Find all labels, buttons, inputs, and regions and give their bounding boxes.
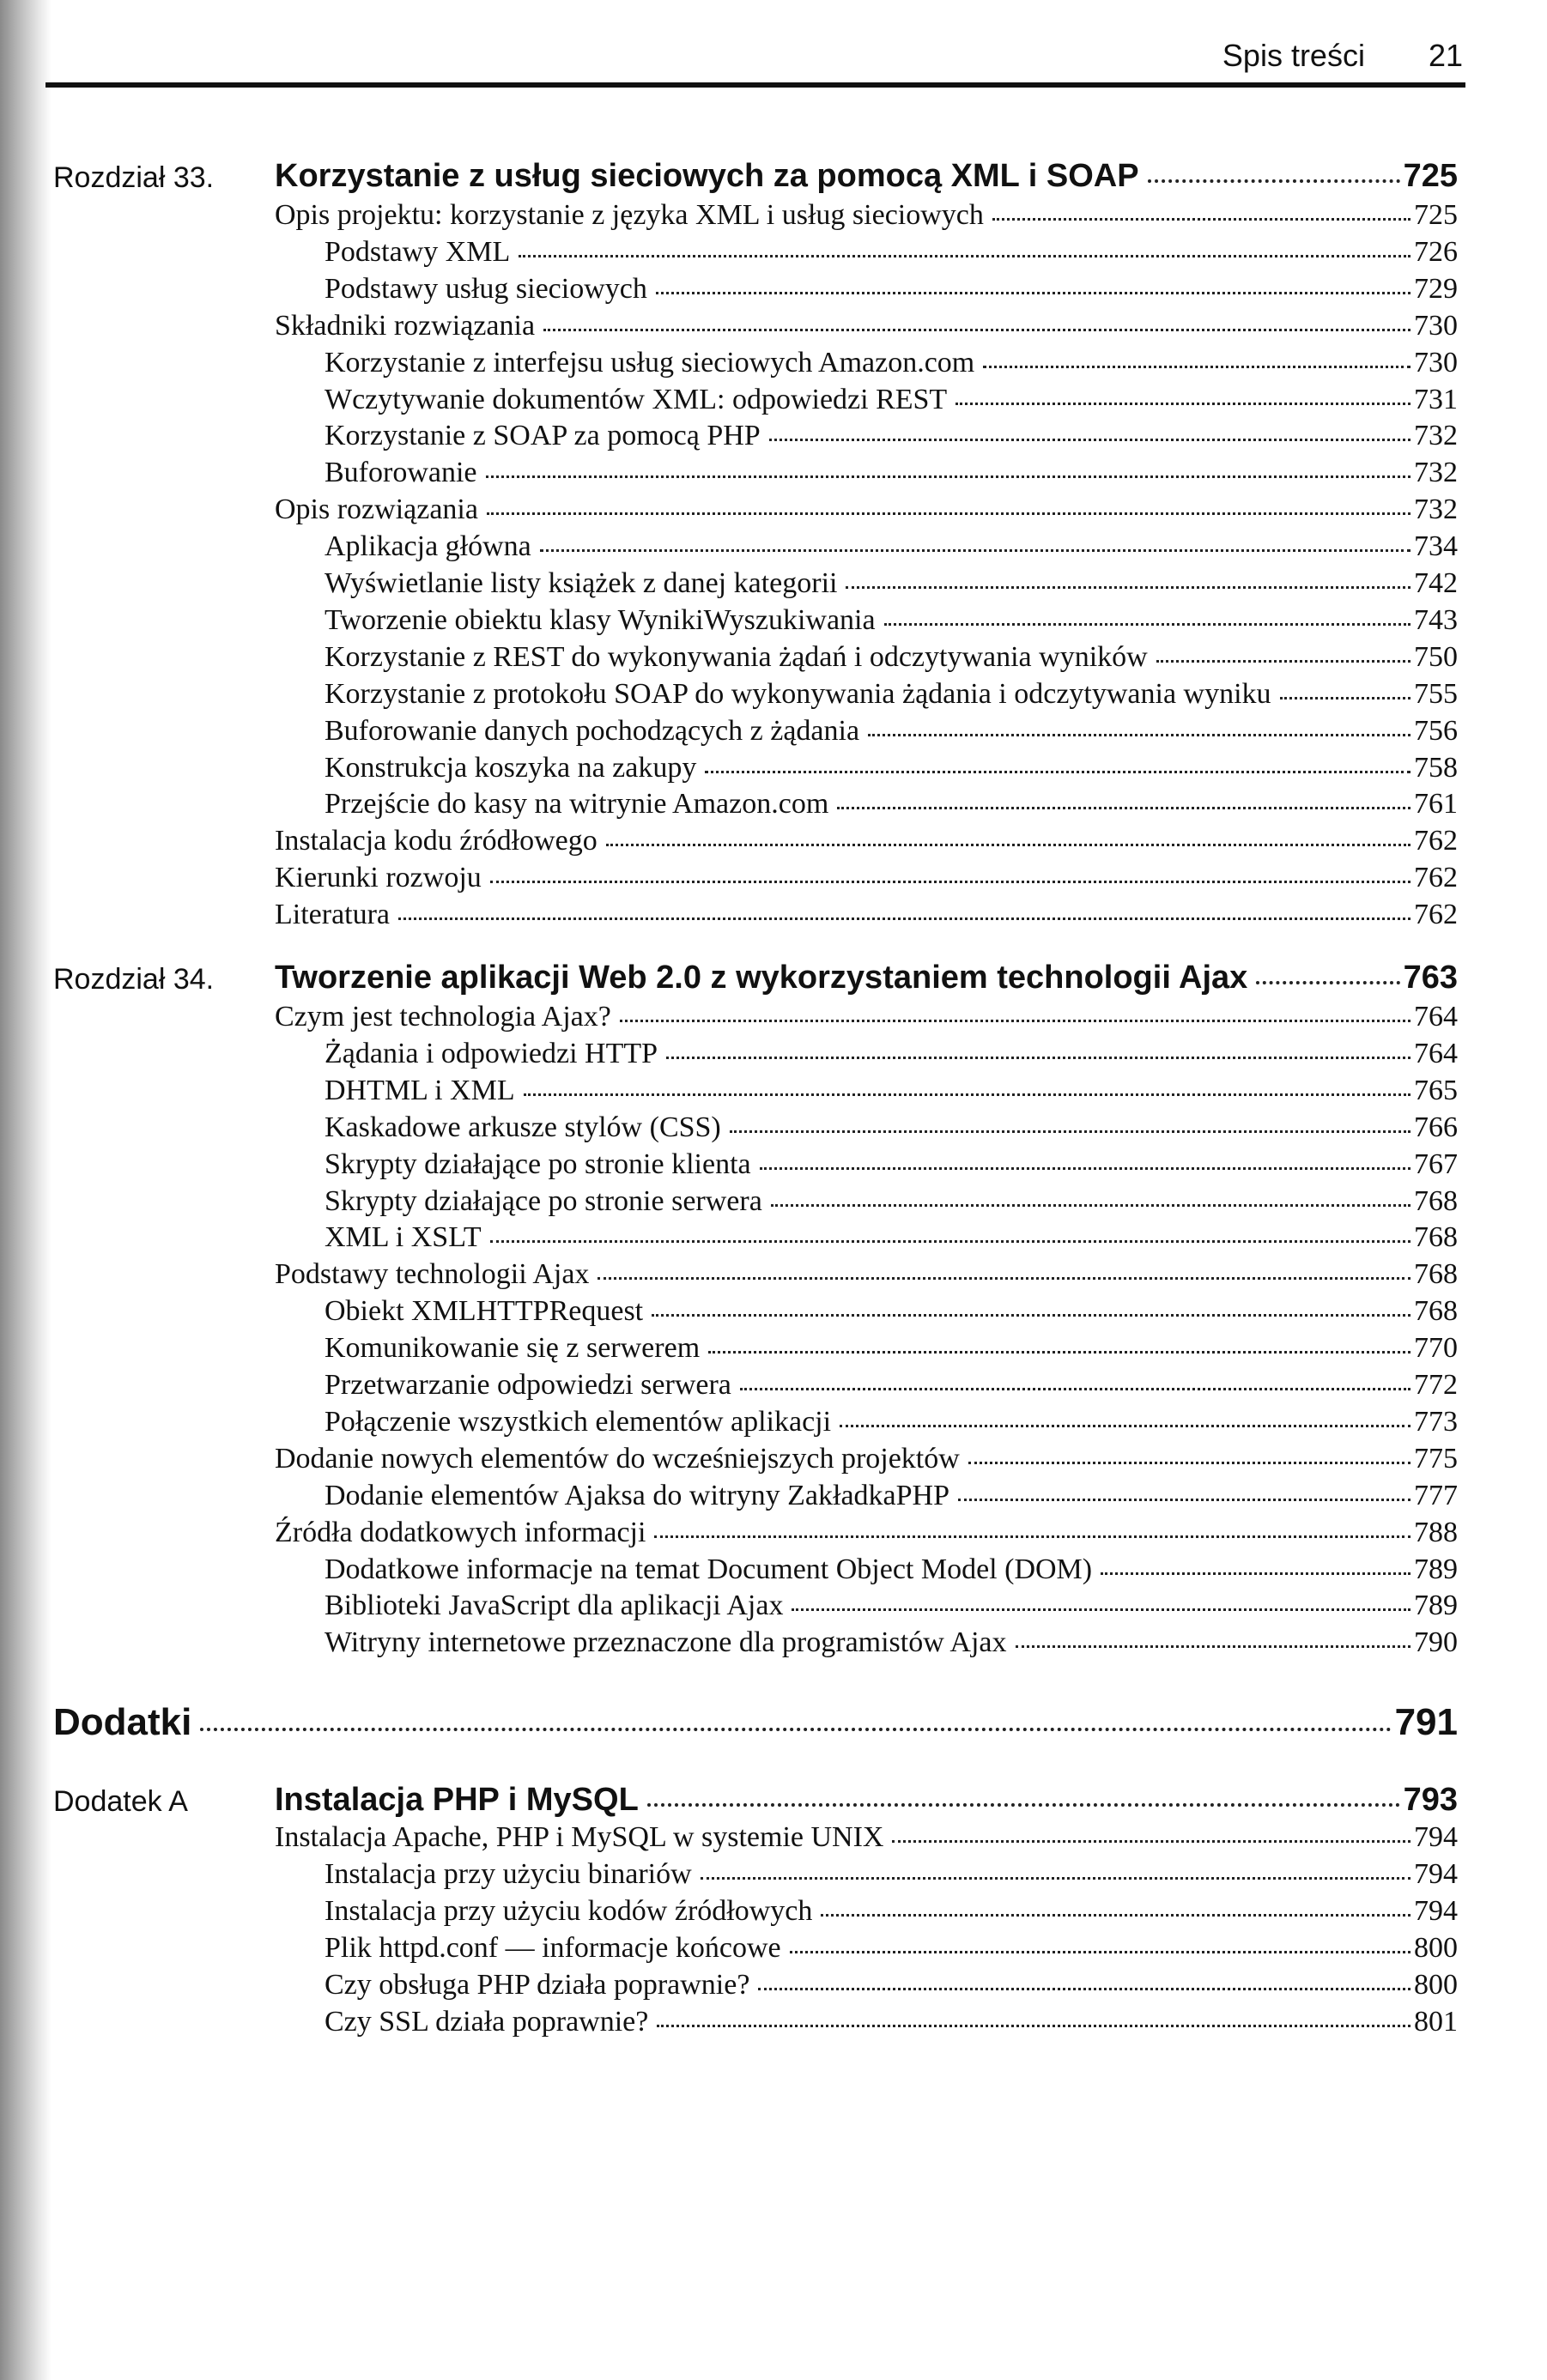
dot-leader bbox=[771, 1204, 1410, 1207]
dot-leader bbox=[200, 1728, 1391, 1731]
entry-title: Dodanie nowych elementów do wcześniejszych projektów bbox=[275, 1442, 960, 1475]
toc-entry bbox=[325, 530, 1458, 567]
dot-leader bbox=[840, 1425, 1410, 1427]
entry-title: Plik httpd.conf — informacje końcowe bbox=[325, 1932, 781, 1964]
entry-title: Instalacja Apache, PHP i MySQL w systemie UNIX bbox=[275, 1821, 884, 1853]
toc-entry bbox=[325, 1480, 1458, 1517]
toc-entry bbox=[275, 1001, 1458, 1038]
entry-page: 789 bbox=[1414, 1553, 1458, 1585]
toc-entry bbox=[325, 1111, 1458, 1148]
entry-page: 764 bbox=[1414, 1037, 1458, 1069]
entry-page: 762 bbox=[1414, 862, 1458, 894]
toc-entry bbox=[275, 158, 1458, 195]
entry-title: Instalacja kodu źródłowego bbox=[275, 825, 598, 857]
entry-title: Czy obsługa PHP działa poprawnie? bbox=[325, 1969, 750, 2001]
toc-entry bbox=[325, 273, 1458, 310]
dot-leader bbox=[657, 2025, 1410, 2027]
toc-entry bbox=[325, 788, 1458, 825]
entry-page: 794 bbox=[1414, 1821, 1458, 1853]
dot-leader bbox=[1256, 981, 1399, 984]
entry-page: 762 bbox=[1414, 899, 1458, 931]
entry-title: Skrypty działające po stronie klienta bbox=[325, 1148, 751, 1180]
entry-title: Wyświetlanie listy książek z danej kategorii bbox=[325, 567, 838, 599]
dot-leader bbox=[1148, 179, 1400, 183]
entry-title: XML i XSLT bbox=[325, 1221, 482, 1254]
entry-title: Przetwarzanie odpowiedzi serwera bbox=[325, 1369, 731, 1401]
entry-title: Komunikowanie się z serwerem bbox=[325, 1332, 701, 1365]
dot-leader bbox=[769, 439, 1410, 441]
dot-leader bbox=[490, 881, 1410, 883]
entry-page: 770 bbox=[1414, 1332, 1458, 1365]
toc-entry bbox=[275, 899, 1458, 936]
entry-page: 734 bbox=[1414, 530, 1458, 563]
entry-page: 732 bbox=[1414, 457, 1458, 489]
entry-title: Opis rozwiązania bbox=[275, 494, 478, 526]
entry-page: 777 bbox=[1414, 1479, 1458, 1511]
entry-title: Kierunki rozwoju bbox=[275, 862, 482, 894]
entry-page: 768 bbox=[1414, 1258, 1458, 1291]
entry-page: 762 bbox=[1414, 825, 1458, 857]
toc-entry bbox=[325, 641, 1458, 678]
entry-page: 768 bbox=[1414, 1184, 1458, 1217]
entry-title: Czym jest technologia Ajax? bbox=[275, 1001, 611, 1033]
dot-leader bbox=[992, 218, 1410, 221]
toc-entry bbox=[275, 1782, 1458, 1819]
dot-leader bbox=[1016, 1645, 1410, 1648]
toc-entry bbox=[275, 960, 1458, 996]
dot-leader bbox=[540, 549, 1410, 552]
toc-entry bbox=[325, 1590, 1458, 1626]
entry-page: 725 bbox=[1403, 158, 1458, 194]
toc-entry bbox=[275, 825, 1458, 862]
toc-entry bbox=[325, 1185, 1458, 1222]
dot-leader bbox=[837, 807, 1410, 809]
entry-title: Obiekt XMLHTTPRequest bbox=[325, 1295, 644, 1328]
toc-entry bbox=[275, 1517, 1458, 1553]
toc-entry bbox=[325, 1038, 1458, 1075]
toc-entry bbox=[325, 1969, 1458, 2006]
toc-entry bbox=[325, 1221, 1458, 1258]
entry-page: 761 bbox=[1414, 788, 1458, 821]
entry-page: 756 bbox=[1414, 714, 1458, 747]
toc-entry bbox=[275, 862, 1458, 899]
chapter-label: Dodatek A bbox=[53, 1785, 188, 1818]
entry-title: Buforowanie danych pochodzących z żądania bbox=[325, 714, 860, 747]
toc-entry bbox=[325, 384, 1458, 421]
entry-page: 750 bbox=[1414, 640, 1458, 673]
entry-page: 793 bbox=[1403, 1782, 1458, 1818]
toc-entry bbox=[325, 1148, 1458, 1185]
entry-title: Składniki rozwiązania bbox=[275, 309, 536, 342]
toc-entry bbox=[325, 1553, 1458, 1590]
entry-title: Żądania i odpowiedzi HTTP bbox=[325, 1037, 658, 1069]
entry-title: Biblioteki JavaScript dla aplikacji Ajax bbox=[325, 1590, 784, 1622]
entry-title: Opis projektu: korzystanie z języka XML i usług sieciowych bbox=[275, 199, 984, 231]
dot-leader bbox=[708, 1351, 1410, 1354]
dot-leader bbox=[868, 734, 1410, 736]
toc-entry bbox=[325, 678, 1458, 715]
entry-page: 726 bbox=[1414, 235, 1458, 268]
toc-entry bbox=[53, 1701, 1458, 1743]
entry-title: Źródła dodatkowych informacji bbox=[275, 1516, 646, 1548]
entry-page: 766 bbox=[1414, 1111, 1458, 1143]
entry-title: Czy SSL działa poprawnie? bbox=[325, 2006, 649, 2038]
toc-entry bbox=[275, 1821, 1458, 1858]
entry-page: 725 bbox=[1414, 199, 1458, 231]
dot-leader bbox=[701, 1877, 1410, 1880]
entry-title: Podstawy XML bbox=[325, 235, 511, 268]
dot-leader bbox=[983, 366, 1410, 368]
dot-leader bbox=[1101, 1572, 1410, 1575]
entry-page: 742 bbox=[1414, 567, 1458, 599]
dot-leader bbox=[956, 403, 1410, 405]
entry-title: Podstawy usług sieciowych bbox=[325, 272, 647, 305]
entry-page: 794 bbox=[1414, 1858, 1458, 1890]
entry-title: Instalacja przy użyciu kodów źródłowych bbox=[325, 1895, 813, 1927]
entry-title: Dodatki bbox=[53, 1701, 192, 1743]
entry-page: 730 bbox=[1414, 309, 1458, 342]
toc-entry bbox=[325, 1075, 1458, 1111]
entry-page: 730 bbox=[1414, 346, 1458, 378]
toc-entry bbox=[275, 494, 1458, 530]
header-rule bbox=[46, 82, 1465, 88]
dot-leader bbox=[968, 1462, 1410, 1464]
toc-entry bbox=[325, 1295, 1458, 1332]
toc-entry bbox=[325, 1932, 1458, 1969]
entry-page: 729 bbox=[1414, 272, 1458, 305]
dot-leader bbox=[705, 771, 1410, 773]
entry-page: 794 bbox=[1414, 1895, 1458, 1927]
entry-page: 743 bbox=[1414, 603, 1458, 636]
entry-page: 758 bbox=[1414, 751, 1458, 784]
dot-leader bbox=[740, 1388, 1410, 1390]
entry-page: 772 bbox=[1414, 1369, 1458, 1401]
entry-page: 790 bbox=[1414, 1626, 1458, 1659]
dot-leader bbox=[524, 1093, 1410, 1096]
entry-page: 801 bbox=[1414, 2006, 1458, 2038]
dot-leader bbox=[486, 475, 1410, 478]
toc-entry bbox=[325, 715, 1458, 752]
toc-entry bbox=[275, 199, 1458, 236]
entry-title: Tworzenie aplikacji Web 2.0 z wykorzystaniem technologii Ajax bbox=[275, 960, 1248, 996]
dot-leader bbox=[821, 1914, 1410, 1917]
entry-page: 763 bbox=[1403, 960, 1458, 996]
toc-entry bbox=[325, 567, 1458, 604]
entry-title: Przejście do kasy na witrynie Amazon.com bbox=[325, 788, 829, 821]
entry-page: 773 bbox=[1414, 1405, 1458, 1438]
entry-page: 768 bbox=[1414, 1221, 1458, 1254]
toc-entry bbox=[325, 2006, 1458, 2043]
entry-page: 732 bbox=[1414, 420, 1458, 452]
dot-leader bbox=[666, 1057, 1410, 1059]
toc-entry bbox=[325, 604, 1458, 641]
entry-page: 732 bbox=[1414, 494, 1458, 526]
dot-leader bbox=[398, 917, 1410, 920]
entry-page: 788 bbox=[1414, 1516, 1458, 1548]
toc-entry bbox=[325, 457, 1458, 494]
dot-leader bbox=[792, 1608, 1410, 1611]
entry-title: Korzystanie z interfejsu usług sieciowych Amazon.com bbox=[325, 346, 975, 378]
entry-title: Skrypty działające po stronie serwera bbox=[325, 1184, 762, 1217]
toc-entry bbox=[275, 1258, 1458, 1295]
entry-title: Wczytywanie dokumentów XML: odpowiedzi REST bbox=[325, 383, 948, 415]
entry-page: 800 bbox=[1414, 1932, 1458, 1964]
entry-page: 755 bbox=[1414, 677, 1458, 710]
toc-entry bbox=[325, 420, 1458, 457]
dot-leader bbox=[543, 329, 1410, 331]
entry-page: 775 bbox=[1414, 1442, 1458, 1475]
toc-entry bbox=[275, 310, 1458, 347]
dot-leader bbox=[958, 1499, 1410, 1501]
toc-entry bbox=[325, 1626, 1458, 1663]
toc-entry bbox=[325, 236, 1458, 273]
entry-title: Konstrukcja koszyka na zakupy bbox=[325, 751, 697, 784]
book-spine-shadow bbox=[0, 0, 52, 2380]
entry-title: Dodatkowe informacje na temat Document Object Model (DOM) bbox=[325, 1553, 1093, 1585]
dot-leader bbox=[760, 1167, 1410, 1170]
dot-leader bbox=[730, 1130, 1410, 1133]
toc-entry bbox=[325, 1332, 1458, 1369]
dot-leader bbox=[490, 1240, 1410, 1243]
entry-title: Korzystanie z protokołu SOAP do wykonywania żądania i odczytywania wyniku bbox=[325, 677, 1271, 710]
dot-leader bbox=[1156, 660, 1410, 663]
entry-page: 789 bbox=[1414, 1590, 1458, 1622]
toc-entry bbox=[325, 1406, 1458, 1443]
entry-title: Korzystanie z usług sieciowych za pomocą XML i SOAP bbox=[275, 158, 1139, 194]
dot-leader bbox=[790, 1951, 1410, 1953]
entry-title: Połączenie wszystkich elementów aplikacji bbox=[325, 1405, 832, 1438]
dot-leader bbox=[519, 255, 1410, 257]
entry-page: 767 bbox=[1414, 1148, 1458, 1180]
toc-entry bbox=[325, 1858, 1458, 1895]
header-title: Spis treści bbox=[1222, 38, 1365, 73]
dot-leader bbox=[652, 1314, 1410, 1317]
dot-leader bbox=[606, 844, 1410, 846]
running-header bbox=[1222, 38, 1463, 74]
entry-title: Podstawy technologii Ajax bbox=[275, 1258, 590, 1291]
toc-entry bbox=[325, 1369, 1458, 1406]
toc-entry bbox=[275, 1443, 1458, 1480]
entry-title: Aplikacja główna bbox=[325, 530, 531, 563]
entry-title: Literatura bbox=[275, 899, 391, 931]
chapter-label: Rozdział 33. bbox=[53, 161, 215, 194]
entry-page: 764 bbox=[1414, 1001, 1458, 1033]
dot-leader bbox=[656, 292, 1410, 294]
dot-leader bbox=[884, 623, 1410, 626]
entry-title: Korzystanie z SOAP za pomocą PHP bbox=[325, 420, 761, 452]
entry-title: Tworzenie obiektu klasy WynikiWyszukiwania bbox=[325, 603, 876, 636]
dot-leader bbox=[654, 1535, 1410, 1538]
toc-entry bbox=[325, 752, 1458, 789]
entry-title: DHTML i XML bbox=[325, 1074, 515, 1106]
entry-page: 765 bbox=[1414, 1074, 1458, 1106]
entry-title: Instalacja PHP i MySQL bbox=[275, 1782, 639, 1818]
toc-entry bbox=[325, 1895, 1458, 1932]
entry-page: 731 bbox=[1414, 383, 1458, 415]
dot-leader bbox=[758, 1988, 1410, 1990]
entry-page: 768 bbox=[1414, 1295, 1458, 1328]
dot-leader bbox=[647, 1803, 1400, 1807]
dot-leader bbox=[487, 512, 1410, 515]
dot-leader bbox=[892, 1840, 1410, 1843]
entry-title: Korzystanie z REST do wykonywania żądań i odczytywania wyników bbox=[325, 640, 1148, 673]
dot-leader bbox=[846, 586, 1410, 589]
dot-leader bbox=[1280, 697, 1410, 699]
dot-leader bbox=[620, 1020, 1410, 1022]
entry-page: 800 bbox=[1414, 1969, 1458, 2001]
entry-title: Dodanie elementów Ajaksa do witryny ZakładkaPHP bbox=[325, 1479, 950, 1511]
entry-title: Instalacja przy użyciu binariów bbox=[325, 1858, 692, 1890]
toc-entry bbox=[325, 347, 1458, 384]
dot-leader bbox=[598, 1277, 1410, 1280]
page-number: 21 bbox=[1428, 38, 1463, 73]
entry-title: Buforowanie bbox=[325, 457, 477, 489]
entry-page: 791 bbox=[1394, 1701, 1458, 1743]
chapter-label: Rozdział 34. bbox=[53, 963, 215, 996]
entry-title: Witryny internetowe przeznaczone dla programistów Ajax bbox=[325, 1626, 1007, 1659]
entry-title: Kaskadowe arkusze stylów (CSS) bbox=[325, 1111, 721, 1143]
